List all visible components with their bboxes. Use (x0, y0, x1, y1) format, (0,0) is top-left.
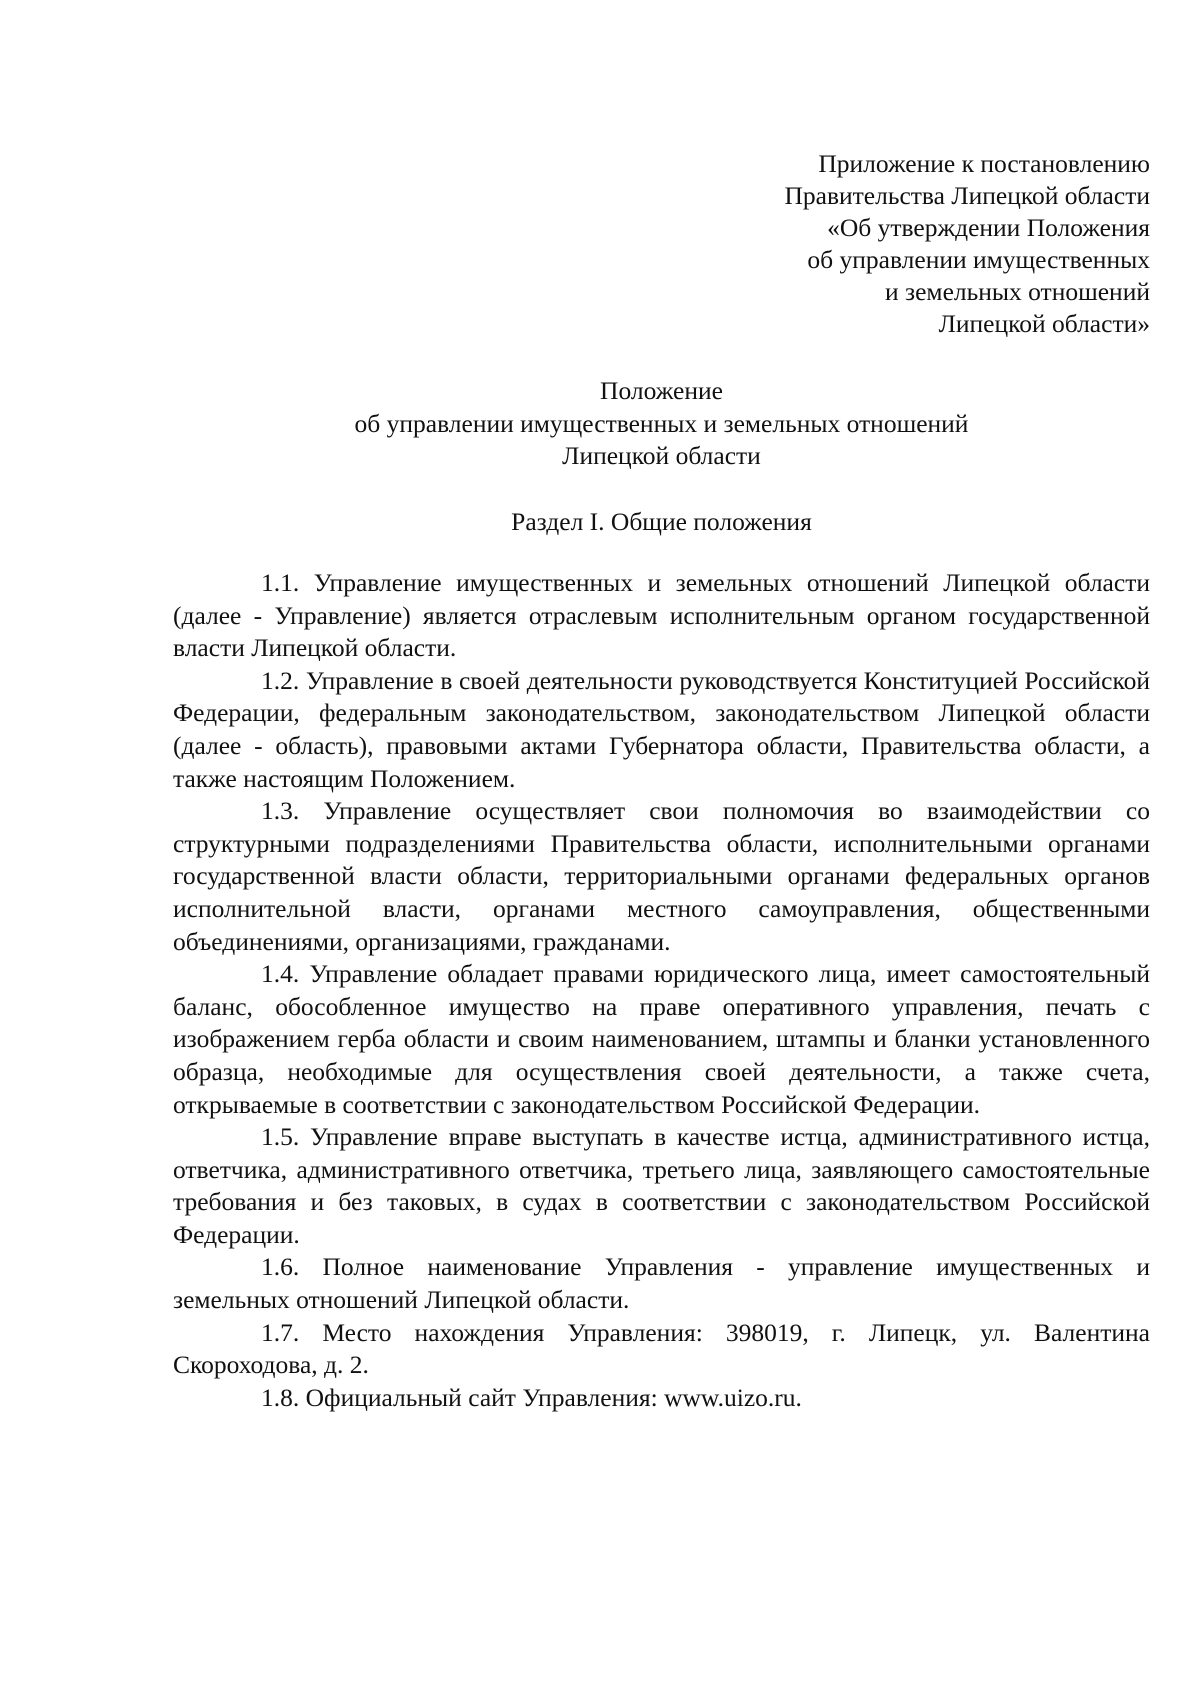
paragraph-1-6: 1.6. Полное наименование Управления - управление имущественных и земельных отношений Липецкой области. (173, 1252, 1150, 1315)
title-line: об управлении имущественных и земельных отношений (354, 408, 969, 438)
appendix-line: «Об утверждении Положения (827, 213, 1150, 242)
appendix-line: Липецкой области» (938, 309, 1150, 338)
appendix-line: Приложение к постановлению (818, 149, 1150, 178)
paragraph-1-2: 1.2. Управление в своей деятельности руководствуется Конституцией Российской Федерации, федеральным законодательством, законодательством Липецкой области (далее - область), правовыми актами Губернатора области, Правительства области, а также настоящим Положением. (173, 665, 1150, 793)
title-line: Липецкой области (562, 441, 761, 470)
document-body (173, 567, 1150, 1414)
appendix-line: и земельных отношений (885, 277, 1150, 306)
paragraph-1-7: 1.7. Место нахождения Управления: 398019, г. Липецк, ул. Валентина Скороходова, д. 2. (173, 1317, 1150, 1380)
document-title (173, 375, 1150, 473)
section-heading: Раздел I. Общие положения (511, 507, 812, 536)
paragraph-1-1: 1.1. Управление имущественных и земельных отношений Липецкой области (далее - Управление) является отраслевым исполнительным органом государственной власти Липецкой области. (173, 568, 1150, 663)
paragraph-1-5: 1.5. Управление вправе выступать в качестве истца, административного истца, ответчика, административного ответчика, третьего лица, заявляющего самостоятельные требования и без таковых, в судах в соответствии с законодательством Российской Федерации. (173, 1122, 1150, 1249)
appendix-note (784, 148, 1150, 340)
paragraph-1-3: 1.3. Управление осуществляет свои полномочия во взаимодействии со структурными подразделениями Правительства области, исполнительными органами государственной власти области, территориальными органами федеральных органов исполнительной власти, органами местного самоуправления, общественными объединениями, организациями, гражданами. (173, 796, 1150, 956)
paragraph-1-8: 1.8. Официальный сайт Управления: www.uizo.ru. (261, 1382, 802, 1412)
document-page (173, 0, 1150, 1697)
appendix-line: об управлении имущественных (807, 245, 1150, 274)
title-line: Положение (600, 376, 723, 405)
appendix-line: Правительства Липецкой области (784, 181, 1150, 210)
paragraph-1-4: 1.4. Управление обладает правами юридического лица, имеет самостоятельный баланс, обособленное имущество на праве оперативного управления, печать с изображением герба области и своим наименованием, штампы и бланки установленного образца, необходимые для осуществления своей деятельности, а также счета, открываемые в соответствии с законодательством Российской Федерации. (173, 959, 1150, 1119)
